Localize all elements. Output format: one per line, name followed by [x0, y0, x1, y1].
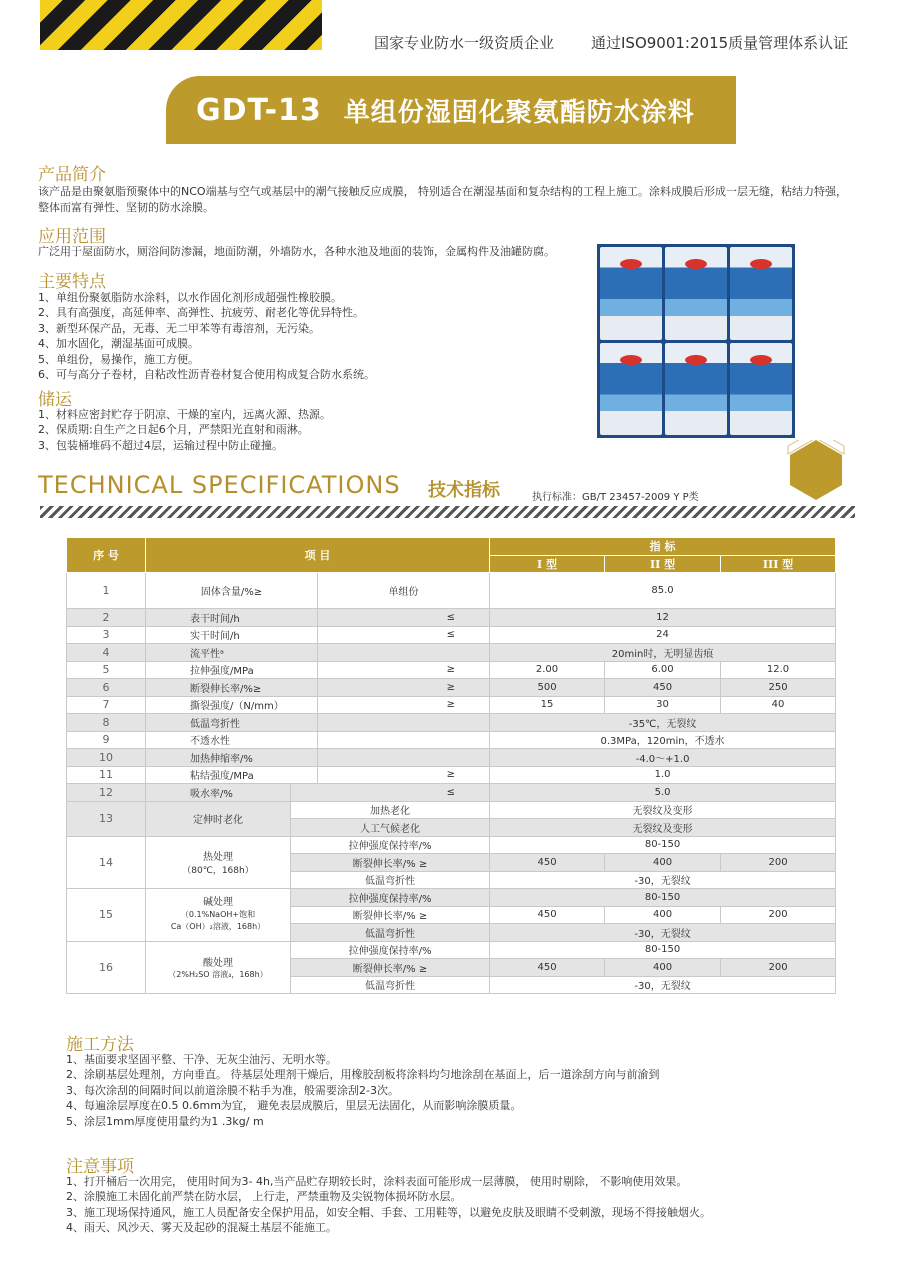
table-row: 6 断裂伸长率/%≥ ≥ 500 450 250 [67, 679, 836, 697]
product-can-image [665, 343, 727, 436]
table-row: 低温弯折性 -30，无裂纹 [67, 976, 836, 994]
table-row: 低温弯折性 -30，无裂纹 [67, 924, 836, 942]
hazard-stripe-decoration [40, 0, 322, 50]
header-type-2: II 型 [605, 555, 721, 573]
table-row: 断裂伸长率/% ≥ 450 400 200 [67, 959, 836, 977]
product-can-image [730, 247, 792, 340]
list-item: 3、新型环保产品，无毒、无二甲苯等有毒溶剂，无污染。 [38, 321, 320, 335]
product-can-image [665, 247, 727, 340]
spec-standard: 执行标准：GB/T 23457-2009 Y P类 [532, 492, 699, 503]
product-photo [597, 244, 795, 438]
list-item: 5、单组份，易操作，施工方便。 [38, 352, 199, 366]
application-text: 广泛用于屋面防水，厕浴间防渗漏，地面防潮，外墙防水，各种水池及地面的装饰，金属构件及油罐防腐。 [38, 245, 555, 258]
tagline-qualification: 国家专业防水一级资质企业 [374, 34, 555, 52]
table-row: 10 加热伸缩率/% -4.0～+1.0 [67, 749, 836, 767]
section-title-application: 应用范围 [38, 227, 106, 247]
section-title-features: 主要特点 [38, 272, 106, 292]
list-item: 1、材料应密封贮存于阴凉、干燥的室内，远离火源、热源。 [38, 408, 331, 421]
section-title-storage: 储运 [38, 390, 72, 410]
list-item: 1、打开桶后一次用完， 使用时间为3- 4h,当产品贮存期较长时，涂料表面可能形成一层薄膜， 使用时剔除， 不影响使用效果。 [66, 1175, 688, 1188]
header-type-1: I 型 [490, 555, 605, 573]
construction-list [66, 1052, 660, 1129]
table-row: 断裂伸长率/% ≥ 450 400 200 [67, 906, 836, 924]
list-item: 2、涂膜施工未固化前严禁在防水层， 上行走，严禁重物及尖锐物体损坏防水层。 [66, 1190, 462, 1204]
product-can-image [730, 343, 792, 436]
table-row: 12 吸水率/% ≤ 5.0 [67, 784, 836, 802]
table-row: 断裂伸长率/% ≥ 450 400 200 [67, 854, 836, 872]
table-row: 低温弯折性 -30，无裂纹 [67, 871, 836, 889]
section-title-construction: 施工方法 [66, 1035, 134, 1055]
list-item: 3、包装桶堆码不超过4层，运输过程中防止碰撞。 [38, 438, 283, 452]
features-list [38, 290, 375, 382]
spec-table [66, 537, 836, 994]
hexagon-decoration [786, 440, 846, 500]
section-title-notes: 注意事项 [66, 1157, 134, 1177]
table-row: 16 酸处理 （2%H₂SO 溶液₄，168h） 拉伸强度保持率/% 80-150 [67, 941, 836, 959]
list-item: 3、施工现场保持通风，施工人员配备安全保护用品，如安全帽、手套、工用鞋等，以避免皮肤及眼睛不受刺激，现场不得接触烟火。 [66, 1205, 711, 1219]
table-row: 2 表干时间/h ≤ 12 [67, 609, 836, 627]
list-item: 2、涂刷基层处理剂，方向垂直。 待基层处理剂干燥后，用橡胶刮板将涂料均匀地涂刮在基面上，后一道涂刮方向与前渝到 [66, 1068, 660, 1082]
zigzag-divider [40, 506, 855, 518]
section-title-intro: 产品简介 [38, 165, 106, 185]
product-can-image [600, 247, 662, 340]
list-item: 2、具有高强度，高延伸率、高弹性、抗疲劳、耐老化等优异特性。 [38, 306, 364, 320]
product-title-banner [166, 76, 736, 144]
table-row: 15 碱处理 （0.1%NaOH+饱和 Ca（OH）₂溶液，168h） 拉伸强度保持率/% 80-150 [67, 889, 836, 907]
list-item: 6、可与高分子卷材，自粘改性沥青卷材复合使用构成复合防水系统。 [38, 368, 375, 382]
header-item: 项 目 [146, 538, 490, 573]
table-row: 13 定伸时老化 加热老化 无裂纹及变形 [67, 801, 836, 819]
spec-title-cn: 技术指标 [428, 480, 500, 501]
table-row: 8 低温弯折性 -35℃，无裂纹 [67, 714, 836, 732]
list-item: 2、保质期:自生产之日起6个月，严禁阳光直射和雨淋。 [38, 423, 309, 437]
product-code: GDT-13 [196, 92, 322, 128]
spec-title-en: TECHNICAL SPECIFICATIONS [38, 471, 401, 499]
list-item: 5、涂层1mm厚度使用量约为1 .3kg/ m [66, 1114, 264, 1128]
table-row: 4 流平性ᵃ 20min时，无明显齿痕 [67, 644, 836, 662]
table-row: 9 不透水性 0.3MPa，120min，不透水 [67, 731, 836, 749]
list-item: 4、每遍涂层厚度在0.5 0.6mm为宜， 避免表层成膜后，里层无法固化，从而影响涂膜质量。 [66, 1099, 522, 1113]
header-index: 指 标 [490, 538, 836, 556]
table-row: 3 实干时间/h ≤ 24 [67, 626, 836, 644]
list-item: 4、加水固化，潮湿基面可成膜。 [38, 337, 199, 351]
table-row: 7 撕裂强度/（N/mm） ≥ 15 30 40 [67, 696, 836, 714]
header-seq: 序 号 [67, 538, 146, 573]
header-type-3: III 型 [721, 555, 836, 573]
product-name: 单组份湿固化聚氨酯防水涂料 [343, 97, 695, 128]
notes-list [66, 1174, 711, 1236]
storage-list [38, 407, 331, 453]
table-row: 11 粘结强度/MPa ≥ 1.0 [67, 766, 836, 784]
list-item: 1、单组份聚氨脂防水涂料，以水作固化剂形成超强性橡胶膜。 [38, 291, 342, 304]
tagline-iso: 通过ISO9001:2015质量管理体系认证 [591, 34, 849, 52]
list-item: 3、每次涂刮的间隔时间以前道涂膜不粘手为准，般需要涂刮2-3次。 [66, 1083, 399, 1097]
list-item: 1、基面要求坚固平整、干净、无灰尘油污、无明水等。 [66, 1053, 337, 1066]
table-row: 1 固体含量/%≥ 单组份 85.0 [67, 573, 836, 609]
table-row: 人工气候老化 无裂纹及变形 [67, 819, 836, 837]
product-can-image [600, 343, 662, 436]
list-item: 4、雨天、风沙天、雾天及起砂的混凝土基层不能施工。 [66, 1221, 337, 1235]
intro-text: 该产品是由聚氨脂预聚体中的NCO端基与空气或基层中的潮气接触反应成膜， 特别适合在潮湿基面和复杂结构的工程上施工。涂料成膜后形成一层无缝，粘结力特强，整体而富有弹性、坚韧的防水涂膜。 [38, 185, 848, 214]
table-row: 5 拉伸强度/MPa ≥ 2.00 6.00 12.0 [67, 661, 836, 679]
table-row: 14 热处理 （80℃，168h） 拉伸强度保持率/% 80-150 [67, 836, 836, 854]
